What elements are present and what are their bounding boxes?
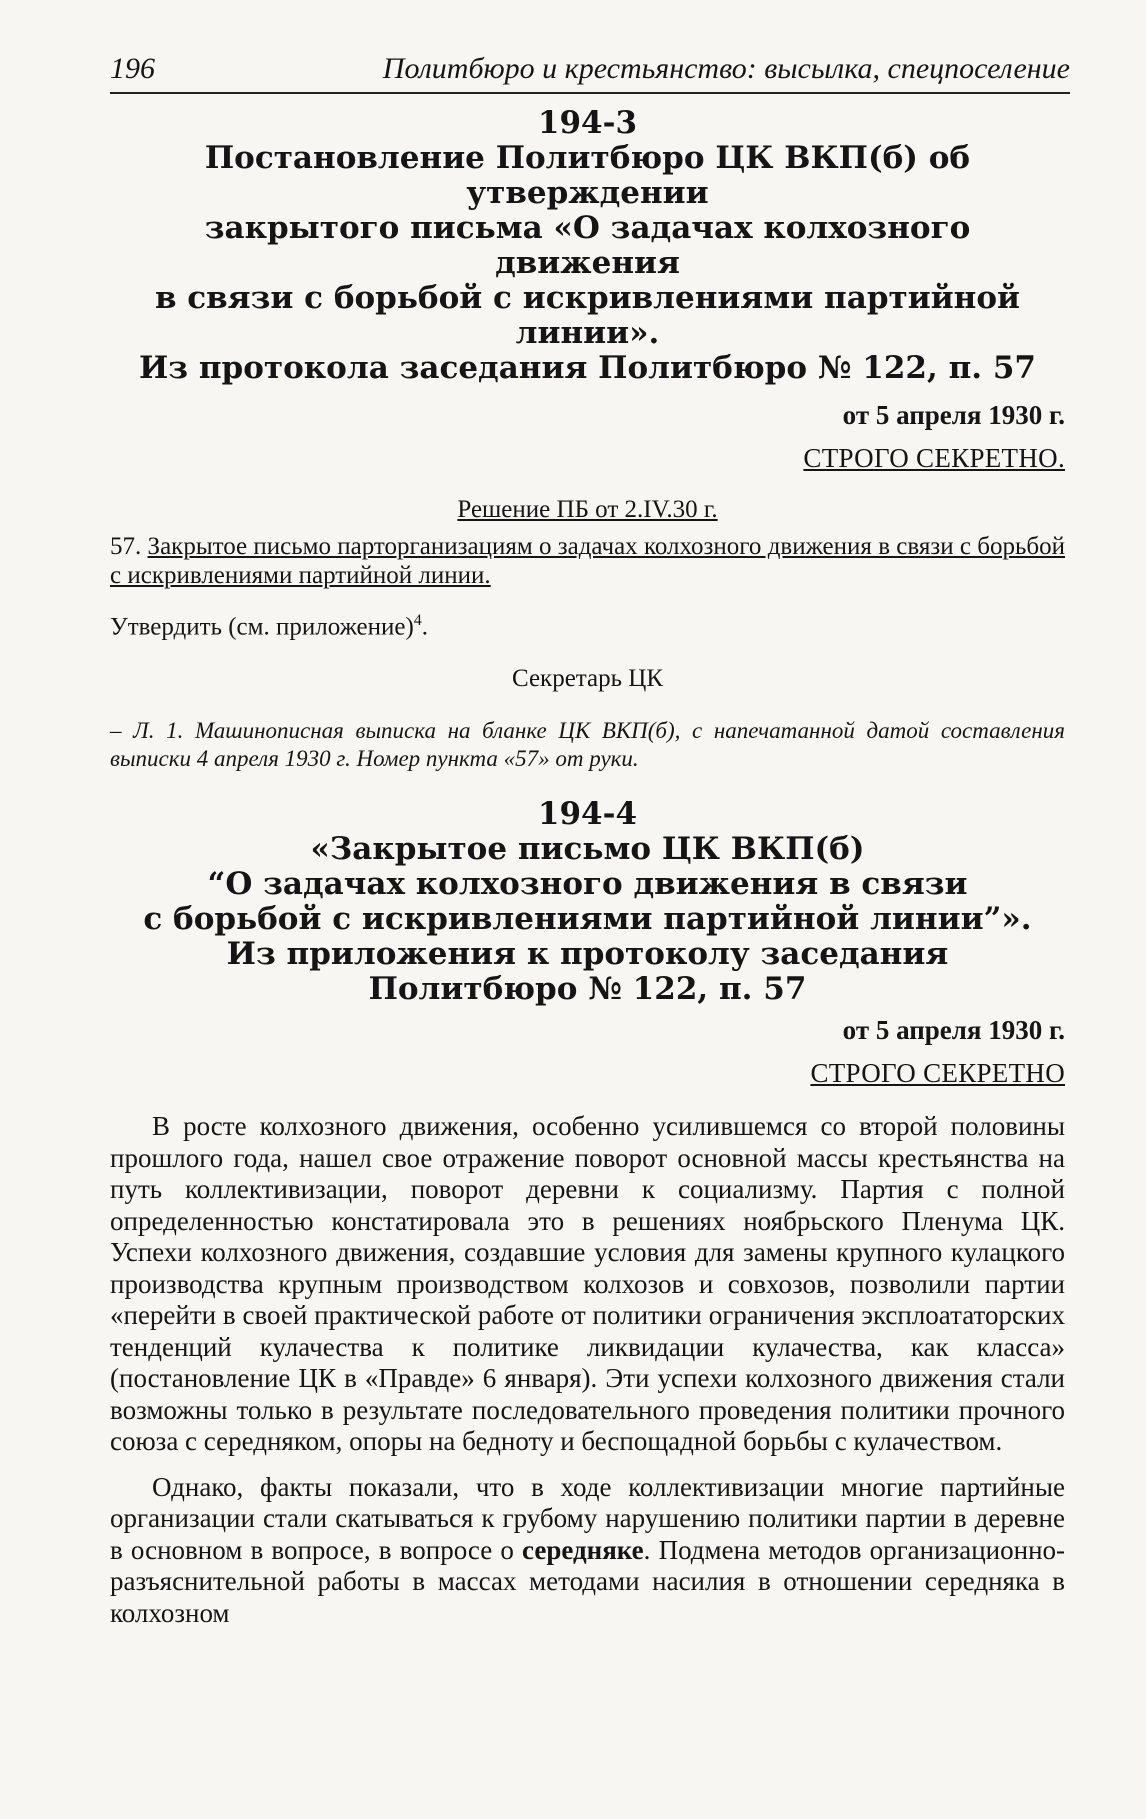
doc1-title-line: в связи с борьбой с искривлениями партийной линии».: [154, 280, 1021, 351]
doc1-approve: [110, 612, 1065, 641]
doc1-heading: [110, 106, 1065, 386]
doc1-title-line: закрытого письма «О задачах колхозного движения: [204, 210, 971, 281]
doc2-title-line: с борьбой с искривлениями партийной линии”».: [143, 901, 1032, 938]
doc1-archival-note: – Л. 1. Машинописная выписка на бланке ЦК ВКП(б), с напечатанной датой составления выписки 4 апреля 1930 г. Номер пункта «57» от руки.: [110, 718, 1065, 772]
page-number: 196: [110, 52, 155, 85]
doc1-approve-end: .: [421, 613, 429, 641]
doc2-title-line: Политбюро № 122, п. 57: [368, 971, 807, 1008]
doc2-emphasis: середняке: [522, 1534, 644, 1565]
doc1-decision: Решение ПБ от 2.IV.30 г.: [457, 496, 718, 523]
doc2-secrecy-stamp: СТРОГО СЕКРЕТНО: [810, 1058, 1065, 1089]
running-header: [110, 46, 1070, 94]
doc2-date: от 5 апреля 1930 г.: [842, 1015, 1065, 1046]
doc2-paragraph: [110, 1472, 1065, 1630]
doc2-heading: [110, 797, 1065, 1007]
doc2-title-line: “О задачах колхозного движения в связи: [207, 866, 968, 903]
doc1-item-number: 57.: [110, 533, 142, 560]
doc1-title-line: Постановление Политбюро ЦК ВКП(б) об утверждении: [204, 140, 971, 211]
footnote-marker: 4: [413, 612, 422, 629]
doc1-title-line: Из протокола заседания Политбюро № 122, п. 57: [138, 350, 1036, 386]
doc2-number: 194-4: [537, 796, 638, 833]
page-content: [110, 106, 1065, 1629]
doc1-secrecy-stamp: СТРОГО СЕКРЕТНО.: [803, 443, 1065, 473]
doc2-paragraph2-start: Однако, факты показали, что в ходе коллективизации многие партийные организации стали скатываться к грубому нарушению политики партии в деревне в основном в вопросе, в вопросе о: [110, 1471, 1065, 1565]
doc1-secretary: Секретарь ЦК: [511, 665, 664, 693]
doc2-title-line: Из приложения к протоколу заседания: [226, 936, 949, 973]
doc2-paragraph: В росте колхозного движения, особенно усилившемся со второй половины прошлого года, нашел свое отражение поворот основной массы крестьянства на путь коллективизации, поворот деревни к социализму. Партия с полной определенностью констатировала это в решениях ноябрьского Пленума ЦК. Успехи колхозного движения, создавшие условия для замены крупного кулацкого производства крупным производством колхозов и совхозов, позволили партии «перейти в своей практической работе от политики ограничения эксплоататорских тенденций кулачества к политике ликвидации кулачества, как класса» (постановление ЦК в «Правде» 6 января). Эти успехи колхозного движения стали возможны только в результате последовательного проведения политики прочного союза с середняком, опоры на бедноту и беспощадной борьбы с кулачеством.: [110, 1111, 1065, 1457]
doc1-date: от 5 апреля 1930 г.: [842, 400, 1065, 430]
doc2-paragraph2-end: . Подмена методов организационно-разъяснительной работы в массах методами насилия в отношении середняка в колхозном: [110, 1534, 1066, 1628]
running-title: Политбюро и крестьянство: высылка, спецпоселение: [382, 52, 1070, 85]
doc2-title-line: «Закрытое письмо ЦК ВКП(б): [310, 831, 865, 868]
doc1-item-text: Закрытое письмо парторганизациям о задачах колхозного движения в связи с борьбой с искривлениями партийной линии.: [110, 533, 1066, 589]
doc1-approve-text: Утвердить (см. приложение): [110, 613, 414, 641]
doc1-number: 194-3: [537, 105, 638, 141]
doc1-item: [110, 532, 1065, 590]
